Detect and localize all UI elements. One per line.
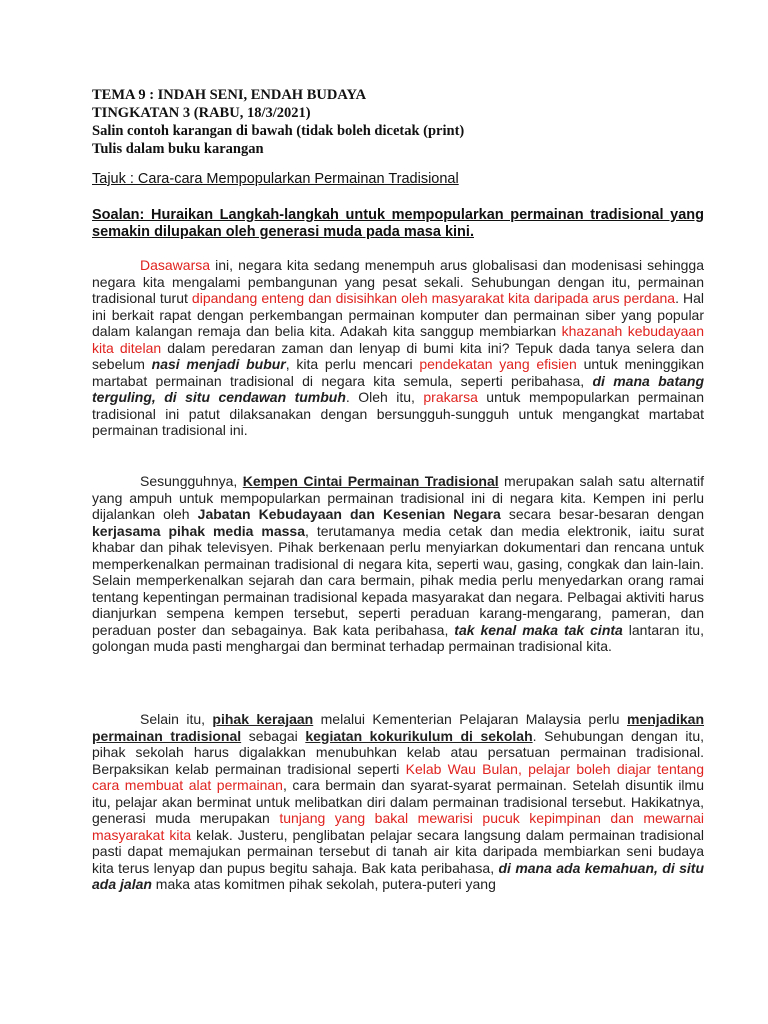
header-form: TINGKATAN 3 (RABU, 18/3/2021) <box>92 105 311 121</box>
header-theme: TEMA 9 : INDAH SENI, ENDAH BUDAYA <box>92 87 367 103</box>
text-run: . Hal ini berkait rapat dengan perkembangan permainan komputer dan permainan siber yang popular dalam kalangan remaja dan belia kita. Adakah kita sanggup membiarkan <box>92 290 704 339</box>
key-point: kerjasama pihak media massa <box>92 522 305 539</box>
highlight-phrase: khazanah kebudayaan kita ditelan <box>92 323 704 356</box>
text-run: maka atas komitmen pihak sekolah, putera-puteri yang <box>151 876 496 892</box>
key-point: Jabatan Kebudayaan dan Kesenian Negara <box>197 506 501 522</box>
text-run: melalui Kementerian Pelajaran Malaysia perlu <box>313 711 627 727</box>
text-run: , terutamanya media cetak dan media elektronik, iaitu surat khabar dan pihak televisyen. Pihak berkenaan perlu menyiarkan dokumentari dan rencana untuk memperkenalkan permainan tradisional di negara kita, seperti wau, gasing, congkak dan lain-lain. Selain memperkenalkan sejarah dan cara bermain, pihak media perlu menyedarkan orang ramai tentang kepentingan permainan tradisional kepada masyarakat dan negara. Pelbagai aktiviti harus dianjurkan sempena kempen tersebut, seperti peraduan karang-mengarang, pameran, dan peraduan poster dan sebagainya. Bak kata peribahasa, <box>92 522 704 638</box>
text-run: secara besar-besaran dengan <box>500 506 704 522</box>
text-run: dalam peredaran zaman dan lenyap di bumi kita ini? Tepuk dada tanya selera dan sebelum <box>92 339 705 372</box>
text-run: ini, negara kita sedang menempuh arus globalisasi dan modenisasi sehingga negara kita mengalami pembangunan yang pesat sekali. Sehubungan dengan itu, permainan tradisional turut <box>92 257 704 306</box>
key-point: kegiatan kokurikulum di sekolah <box>305 727 533 744</box>
text-run: Sesungguhnya, <box>140 473 243 489</box>
proverb-phrase: nasi menjadi bubur <box>151 356 286 372</box>
highlight-phrase: tunjang yang bakal mewarisi pucuk kepimpinan dan mewarnai masyarakat kita <box>92 810 705 843</box>
key-point: Kempen Cintai Permainan Tradisional <box>242 473 499 489</box>
text-run: kelak. Justeru, penglibatan pelajar secara langsung dalam permainan tradisional pasti dapat memajukan permainan tersebut di tanah air kita daripada membiarkan seni budaya kita terus lenyap dan pupus begitu sahaja. Bak kata peribahasa, <box>92 826 704 876</box>
paragraph-1 <box>92 257 704 439</box>
header-instruction-write: Tulis dalam buku karangan <box>92 141 264 157</box>
text-run: sebagai <box>241 727 306 744</box>
highlight-phrase: Kelab Wau Bulan, pelajar boleh diajar tentang cara membuat alat permainan <box>92 760 705 793</box>
key-point: pihak kerajaan <box>212 711 314 727</box>
text-run: merupakan salah satu alternatif yang ampuh untuk mempopularkan permainan tradisional ini di negara kita. Kempen ini perlu dijalankan oleh <box>92 473 704 522</box>
text-run: . Sehubungan dengan itu, pihak sekolah harus digalakkan menubuhkan kelab atau persatuan permainan tradisional. Berpaksikan kelab permainan tradisional seperti <box>92 727 704 777</box>
essay-question: Soalan: Huraikan Langkah-langkah untuk mempopularkan permainan tradisional yang semakin dilupakan oleh generasi muda pada masa kini. <box>92 207 704 240</box>
text-run: . Oleh itu, <box>345 389 424 405</box>
essay-title: Tajuk : Cara-cara Mempopularkan Permainan Tradisional <box>92 171 459 187</box>
text-run: untuk meninggikan martabat permainan tradisional di negara kita semula, seperti peribahasa, <box>92 356 704 389</box>
proverb-phrase: di mana ada kemahuan, di situ ada jalan <box>92 859 704 892</box>
text-run: , cara bermain dan syarat-syarat permainan. Setelah disuntik ilmu itu, pelajar akan berminat untuk melibatkan diri dalam permainan tradisional tersebut. Hakikatnya, generasi muda merupakan <box>92 777 704 826</box>
header-instruction-copy: Salin contoh karangan di bawah (tidak boleh dicetak (print) <box>92 123 465 139</box>
paragraph-2 <box>92 473 704 655</box>
proverb-phrase: di mana batang terguling, di situ cendawan tumbuh <box>92 372 705 405</box>
text-run: Selain itu, <box>140 711 213 727</box>
text-run: untuk mempopularkan permainan tradisional ini patut dilaksanakan dengan bersungguh-sungguh untuk mengangkat martabat permainan tradisional ini. <box>92 389 704 438</box>
text-run: lantaran itu, golongan muda pasti menghargai dan berminat terhadap permainan tradisional kita. <box>92 621 704 654</box>
highlight-phrase: prakarsa <box>423 389 478 405</box>
highlight-phrase: dipandang enteng dan disisihkan oleh masyarakat kita daripada arus perdana <box>191 290 676 306</box>
proverb-phrase: tak kenal maka tak cinta <box>454 621 623 638</box>
text-run: , kita perlu mencari <box>285 356 420 372</box>
paragraph-3 <box>92 711 704 893</box>
highlight-phrase: Dasawarsa <box>140 257 211 273</box>
key-point: menjadikan permainan tradisional <box>92 711 705 744</box>
highlight-phrase: pendekatan yang efisien <box>419 356 577 372</box>
